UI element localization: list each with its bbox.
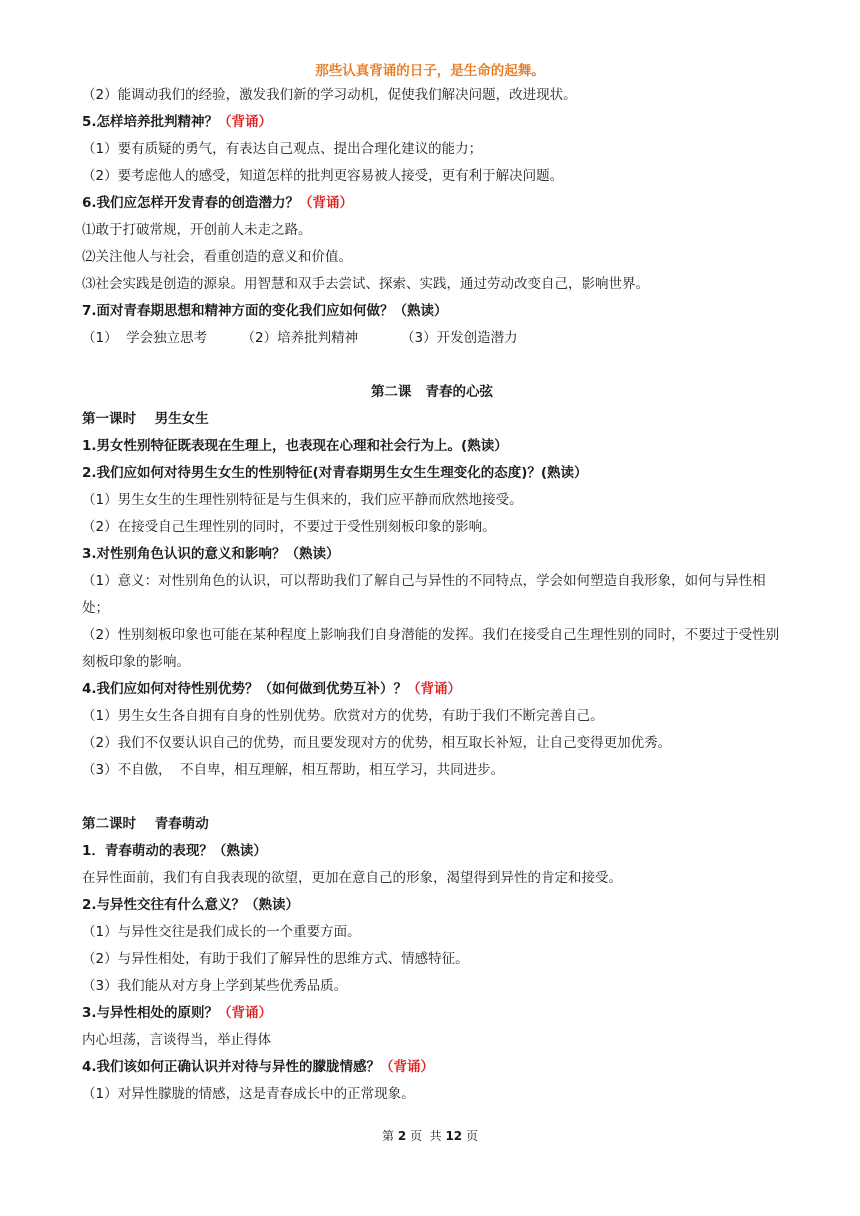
- recite-tag: （背诵）: [218, 1005, 273, 1021]
- answer-line: （1） 学会独立思考 （2）培养批判精神 （3）开发创造潜力: [82, 330, 518, 346]
- answer-line: （3）不自傲， 不自卑，相互理解，相互帮助，相互学习，共同进步。: [82, 762, 505, 778]
- answer-line: （1）对异性朦胧的情感，这是青春成长中的正常现象。: [82, 1086, 415, 1102]
- question-heading: 1.男女性别特征既表现在生理上，也表现在心理和社会行为上。(熟读）: [82, 438, 508, 454]
- answer-line: （2）我们不仅要认识自己的优势，而且要发现对方的优势，相互取长补短，让自己变得更加优秀。: [82, 735, 672, 751]
- section-heading: 第二课时 青春萌动: [82, 816, 209, 832]
- question-heading: 4.我们应如何对待性别优势？（如何做到优势互补）？（背诵）: [82, 681, 462, 697]
- question-heading: 4.我们该如何正确认识并对待与异性的朦胧情感？（背诵）: [82, 1059, 435, 1075]
- answer-paragraph: （1）意义：对性别角色的认识，可以帮助我们了解自己与异性的不同特点，学会如何塑造自我形象，如何与异性相处；: [82, 573, 766, 616]
- answer-line: （1）男生女生的生理性别特征是与生俱来的，我们应平静而欣然地接受。: [82, 492, 523, 508]
- answer-line: 内心坦荡，言谈得当，举止得体: [82, 1032, 271, 1048]
- answer-line: ⑴敢于打破常规，开创前人未走之路。: [82, 222, 312, 238]
- recite-tag: （背诵）: [218, 114, 273, 130]
- question-heading: 2.与异性交往有什么意义？（熟读）: [82, 897, 300, 913]
- question-heading: 3.与异性相处的原则？（背诵）: [82, 1005, 273, 1021]
- question-heading: 7.面对青春期思想和精神方面的变化我们应如何做？（熟读）: [82, 303, 448, 319]
- document-body: [82, 82, 782, 1108]
- answer-line: ⑵关注他人与社会，看重创造的意义和价值。: [82, 249, 352, 265]
- question-heading: 3.对性别角色认识的意义和影响？（熟读）: [82, 546, 340, 562]
- question-heading: 5.怎样培养批判精神？（背诵）: [82, 114, 273, 130]
- answer-line: （2）在接受自己生理性别的同时，不要过于受性别刻板印象的影响。: [82, 519, 496, 535]
- recite-tag: （背诵）: [380, 1059, 435, 1075]
- answer-line: （3）我们能从对方身上学到某些优秀品质。: [82, 978, 348, 994]
- answer-line: ⑶社会实践是创造的源泉。用智慧和双手去尝试、探索、实践，通过劳动改变自己，影响世界。: [82, 276, 649, 292]
- total-page-number: 12: [445, 1129, 463, 1143]
- question-heading: 1．青春萌动的表现？（熟读）: [82, 843, 267, 859]
- lesson-title: 第二课 青春的心弦: [370, 384, 494, 400]
- page-footer: 第 2 页 共 12 页: [382, 1129, 478, 1143]
- answer-paragraph: （2）性别刻板印象也可能在某种程度上影响我们自身潜能的发挥。我们在接受自己生理性别的同时，不要过于受性别刻板印象的影响。: [82, 627, 780, 670]
- recite-tag: （背诵）: [299, 195, 354, 211]
- page-header-slogan: 那些认真背诵的日子，是生命的起舞。: [315, 63, 545, 79]
- question-heading: 2.我们应如何对待男生女生的性别特征(对青春期男生女生生理变化的态度)？(熟读）: [82, 465, 588, 481]
- answer-line: （1）男生女生各自拥有自身的性别优势。欣赏对方的优势，有助于我们不断完善自己。: [82, 708, 604, 724]
- answer-line: （2）与异性相处，有助于我们了解异性的思维方式、情感特征。: [82, 951, 469, 967]
- section-heading: 第一课时 男生女生: [82, 411, 209, 427]
- answer-line: 在异性面前，我们有自我表现的欲望，更加在意自己的形象，渴望得到异性的肯定和接受。: [82, 870, 622, 886]
- answer-line: （2）要考虑他人的感受，知道怎样的批判更容易被人接受，更有利于解决问题。: [82, 168, 564, 184]
- answer-line: （2）能调动我们的经验，激发我们新的学习动机，促使我们解决问题，改进现状。: [82, 87, 577, 103]
- question-heading: 6.我们应怎样开发青春的创造潜力？（背诵）: [82, 195, 354, 211]
- answer-line: （1）要有质疑的勇气，有表达自己观点、提出合理化建议的能力；: [82, 141, 483, 157]
- current-page-number: 2: [397, 1129, 407, 1143]
- answer-line: （1）与异性交往是我们成长的一个重要方面。: [82, 924, 361, 940]
- recite-tag: （背诵）: [407, 681, 462, 697]
